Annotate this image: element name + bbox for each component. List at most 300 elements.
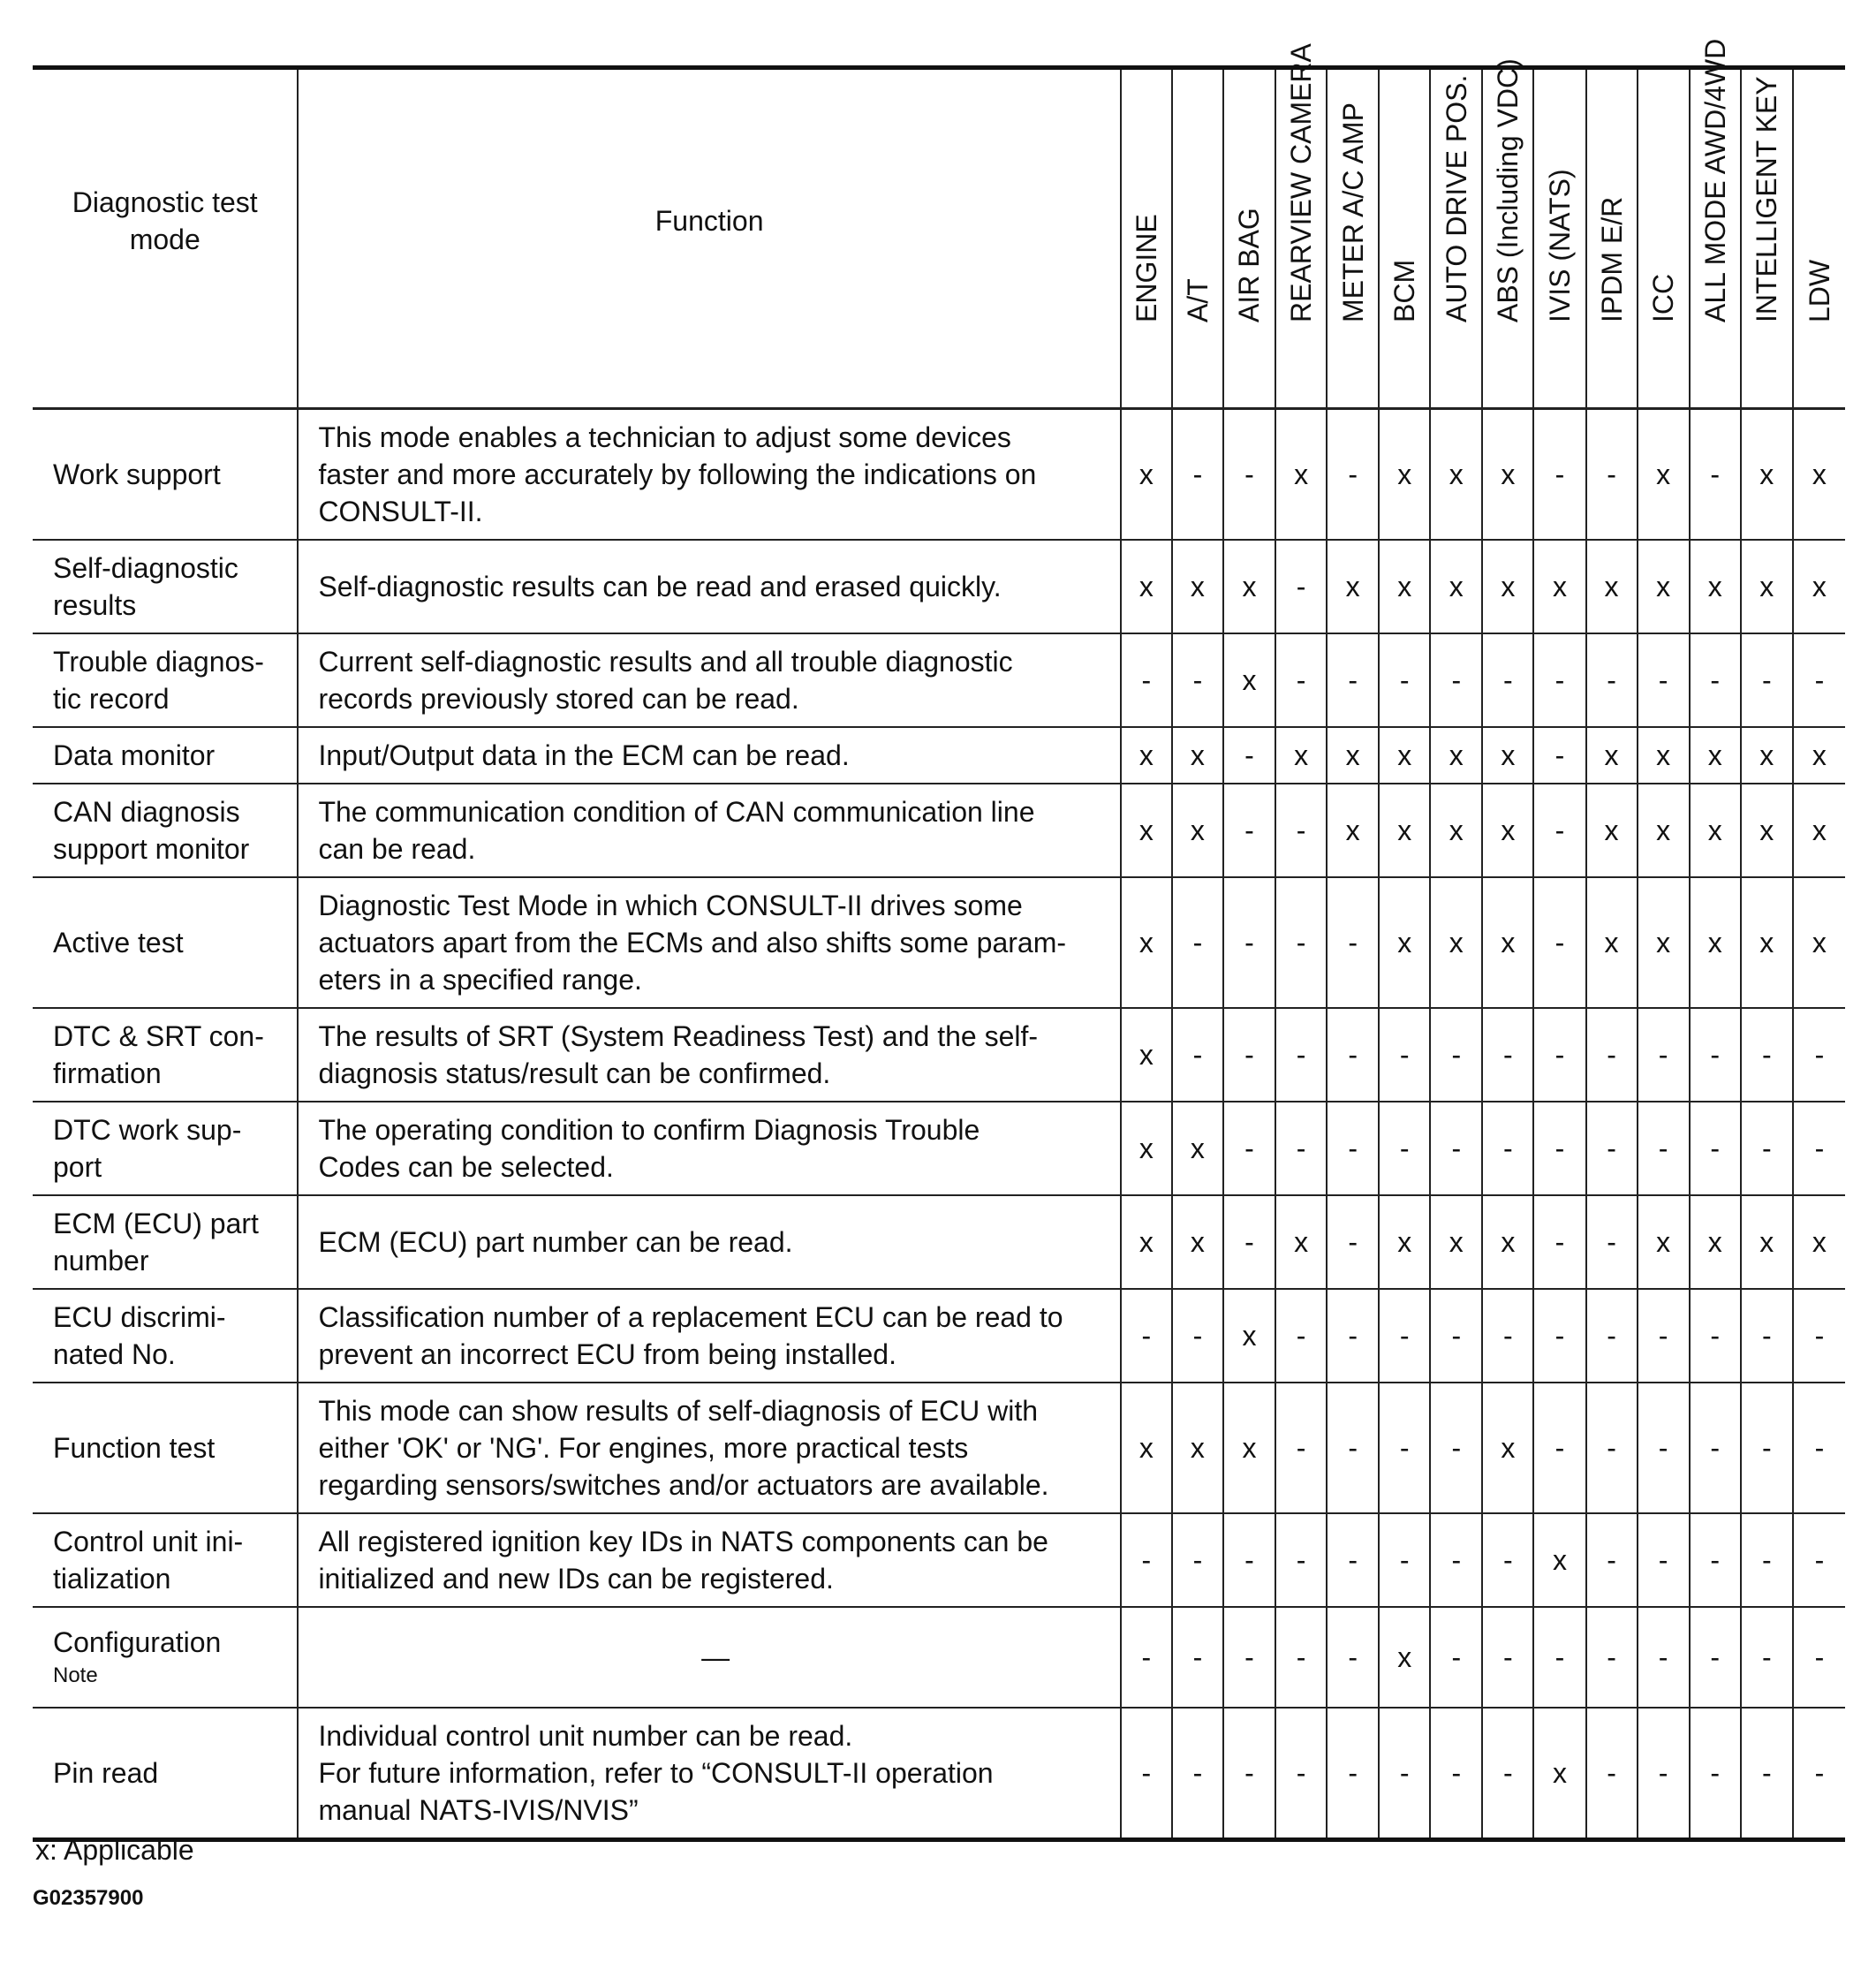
mode-note: Note [53, 1663, 98, 1687]
applicability-mark: - [1327, 633, 1379, 727]
function-cell [298, 1708, 1120, 1840]
applicability-mark: x [1533, 1708, 1585, 1840]
applicability-mark: x [1430, 877, 1482, 1008]
applicability-mark: - [1121, 1708, 1172, 1840]
mode-text: ECM (ECU) part [53, 1208, 259, 1239]
applicability-mark: - [1638, 1289, 1690, 1383]
applicability-mark: x [1638, 877, 1690, 1008]
system-label: BCM [1388, 259, 1421, 322]
mode-text: firmation [53, 1057, 162, 1089]
applicability-mark: - [1327, 1607, 1379, 1708]
applicability-mark: - [1275, 1008, 1327, 1102]
applicability-mark: - [1327, 1102, 1379, 1195]
table-row [33, 540, 1845, 633]
system-label: AIR BAG [1233, 208, 1266, 322]
applicability-mark: - [1690, 1008, 1741, 1102]
mode-cell [33, 877, 298, 1008]
applicability-mark: x [1741, 877, 1793, 1008]
function-cell [298, 1195, 1120, 1289]
applicability-mark: - [1275, 1708, 1327, 1840]
column-header-system [1223, 68, 1275, 409]
applicability-mark: x [1586, 540, 1638, 633]
mode-cell [33, 1383, 298, 1513]
applicability-mark: - [1793, 1102, 1845, 1195]
applicability-mark: x [1172, 1195, 1223, 1289]
function-text: prevent an incorrect ECU from being installed. [318, 1338, 896, 1370]
function-cell [298, 727, 1120, 784]
applicability-mark: x [1275, 727, 1327, 784]
table-row [33, 1289, 1845, 1383]
function-text: All registered ignition key IDs in NATS components can be [318, 1526, 1048, 1557]
table-row [33, 1195, 1845, 1289]
function-cell [298, 1607, 1120, 1708]
applicability-mark: - [1793, 1708, 1845, 1840]
function-text: This mode enables a technician to adjust some devices [318, 421, 1011, 453]
applicability-mark: - [1275, 877, 1327, 1008]
table-row [33, 784, 1845, 877]
applicability-mark: x [1741, 784, 1793, 877]
applicability-mark: - [1586, 1008, 1638, 1102]
applicability-mark: - [1275, 1102, 1327, 1195]
applicability-mark: - [1586, 1383, 1638, 1513]
column-header-system [1793, 68, 1845, 409]
applicability-mark: - [1327, 1513, 1379, 1607]
applicability-mark: - [1430, 1708, 1482, 1840]
applicability-mark: - [1430, 1102, 1482, 1195]
function-cell [298, 784, 1120, 877]
applicability-mark: - [1482, 1607, 1533, 1708]
applicability-mark: - [1223, 1008, 1275, 1102]
applicability-mark: x [1638, 409, 1690, 541]
applicability-mark: - [1172, 409, 1223, 541]
function-text: can be read. [318, 833, 476, 865]
column-header-system [1275, 43, 1327, 409]
applicability-mark: x [1690, 877, 1741, 1008]
applicability-mark: - [1121, 1607, 1172, 1708]
mode-text: results [53, 589, 137, 621]
mode-text: nated No. [53, 1338, 176, 1370]
applicability-mark: x [1379, 727, 1430, 784]
applicability-mark: x [1379, 409, 1430, 541]
function-text: Input/Output data in the ECM can be read. [318, 739, 850, 771]
system-label: IPDM E/R [1595, 196, 1628, 322]
diagnostic-mode-table [33, 38, 1845, 1842]
applicability-mark: x [1327, 540, 1379, 633]
legend: x: Applicable [35, 1834, 194, 1866]
applicability-mark: - [1430, 1008, 1482, 1102]
applicability-mark: - [1482, 1102, 1533, 1195]
applicability-mark: - [1533, 784, 1585, 877]
mode-text: Trouble diagnos- [53, 646, 264, 678]
function-text: Diagnostic Test Mode in which CONSULT-II drives some [318, 890, 1023, 921]
mode-cell [33, 409, 298, 541]
mode-text: Data monitor [53, 739, 216, 771]
mode-cell [33, 1008, 298, 1102]
applicability-mark: - [1741, 1383, 1793, 1513]
applicability-mark: - [1690, 633, 1741, 727]
applicability-mark: - [1379, 1102, 1430, 1195]
applicability-mark: x [1690, 540, 1741, 633]
function-cell [298, 1383, 1120, 1513]
function-text: Individual control unit number can be read. [318, 1720, 853, 1752]
system-label: A/T [1181, 278, 1214, 322]
applicability-mark: - [1172, 633, 1223, 727]
mode-text: tialization [53, 1563, 171, 1595]
applicability-mark: - [1586, 1513, 1638, 1607]
applicability-mark: x [1482, 540, 1533, 633]
applicability-mark: - [1223, 1513, 1275, 1607]
applicability-mark: x [1586, 784, 1638, 877]
function-cell [298, 877, 1120, 1008]
function-cell [298, 1008, 1120, 1102]
applicability-mark: - [1690, 1383, 1741, 1513]
applicability-mark: - [1379, 1383, 1430, 1513]
applicability-mark: - [1586, 1289, 1638, 1383]
applicability-mark: x [1172, 540, 1223, 633]
column-header-system [1586, 68, 1638, 409]
applicability-mark: - [1533, 1008, 1585, 1102]
applicability-mark: x [1223, 633, 1275, 727]
applicability-mark: x [1793, 784, 1845, 877]
applicability-mark: - [1223, 409, 1275, 541]
column-header-system [1379, 68, 1430, 409]
function-text: Current self-diagnostic results and all trouble diagnostic [318, 646, 1013, 678]
applicability-mark: - [1327, 1195, 1379, 1289]
applicability-mark: x [1690, 727, 1741, 784]
mode-cell [33, 1195, 298, 1289]
system-label: LDW [1803, 259, 1835, 322]
applicability-mark: x [1327, 727, 1379, 784]
applicability-mark: - [1172, 1289, 1223, 1383]
applicability-mark: x [1121, 1102, 1172, 1195]
function-text: either 'OK' or 'NG'. For engines, more practical tests [318, 1432, 969, 1464]
applicability-mark: x [1327, 784, 1379, 877]
system-label: ICC [1647, 273, 1680, 322]
function-cell [298, 1289, 1120, 1383]
applicability-mark: - [1223, 784, 1275, 877]
system-label: INTELLIGENT KEY [1751, 76, 1783, 322]
applicability-mark: - [1741, 1102, 1793, 1195]
mode-text: port [53, 1151, 102, 1183]
applicability-mark: - [1533, 1195, 1585, 1289]
system-label: ABS (Including VDC) [1492, 58, 1524, 322]
column-header-mode: Diagnostic test mode [33, 68, 298, 409]
applicability-mark: - [1275, 1289, 1327, 1383]
mode-text: Control unit ini- [53, 1526, 244, 1557]
mode-cell [33, 1513, 298, 1607]
applicability-mark: x [1121, 540, 1172, 633]
applicability-mark: - [1533, 633, 1585, 727]
applicability-mark: x [1482, 1195, 1533, 1289]
applicability-mark: - [1793, 1513, 1845, 1607]
applicability-mark: x [1638, 727, 1690, 784]
applicability-mark: x [1741, 409, 1793, 541]
applicability-mark: - [1275, 540, 1327, 633]
applicability-mark: x [1223, 1289, 1275, 1383]
mode-text: Configuration [53, 1626, 222, 1658]
applicability-mark: x [1121, 1383, 1172, 1513]
function-text: Codes can be selected. [318, 1151, 614, 1183]
applicability-mark: - [1638, 1513, 1690, 1607]
applicability-mark: - [1430, 633, 1482, 727]
applicability-mark: x [1379, 1607, 1430, 1708]
applicability-mark: - [1690, 1289, 1741, 1383]
applicability-mark: - [1793, 1383, 1845, 1513]
mode-cell [33, 1289, 298, 1383]
applicability-mark: - [1793, 1008, 1845, 1102]
applicability-mark: - [1430, 1607, 1482, 1708]
function-text: Self-diagnostic results can be read and erased quickly. [318, 571, 1002, 602]
applicability-mark: x [1533, 540, 1585, 633]
applicability-mark: x [1121, 877, 1172, 1008]
applicability-mark: - [1533, 1383, 1585, 1513]
function-text: eters in a specified range. [318, 964, 642, 996]
applicability-mark: - [1275, 1607, 1327, 1708]
function-text: regarding sensors/switches and/or actuators are available. [318, 1469, 1049, 1501]
applicability-mark: - [1275, 1383, 1327, 1513]
applicability-mark: x [1430, 409, 1482, 541]
applicability-mark: - [1172, 1607, 1223, 1708]
system-label: ALL MODE AWD/4WD [1698, 38, 1731, 322]
applicability-mark: - [1379, 633, 1430, 727]
applicability-mark: - [1586, 633, 1638, 727]
applicability-mark: - [1172, 1008, 1223, 1102]
applicability-mark: x [1121, 1008, 1172, 1102]
mode-cell [33, 784, 298, 877]
mode-text: Pin read [53, 1757, 159, 1789]
applicability-mark: - [1327, 1708, 1379, 1840]
function-text: diagnosis status/result can be confirmed. [318, 1057, 831, 1089]
column-header-system [1638, 68, 1690, 409]
column-header-system [1741, 68, 1793, 409]
applicability-mark: - [1121, 1513, 1172, 1607]
applicability-mark: - [1533, 877, 1585, 1008]
column-header-system [1690, 38, 1741, 409]
applicability-mark: x [1275, 409, 1327, 541]
mode-text: tic record [53, 683, 170, 715]
applicability-mark: - [1223, 1195, 1275, 1289]
function-text: This mode can show results of self-diagnosis of ECU with [318, 1395, 1038, 1427]
mode-cell [33, 1102, 298, 1195]
applicability-mark: x [1172, 1383, 1223, 1513]
applicability-mark: - [1482, 1289, 1533, 1383]
applicability-mark: x [1379, 877, 1430, 1008]
applicability-mark: - [1533, 1102, 1585, 1195]
applicability-mark: x [1430, 784, 1482, 877]
column-header-system [1533, 68, 1585, 409]
applicability-mark: - [1121, 1289, 1172, 1383]
applicability-mark: - [1638, 1708, 1690, 1840]
applicability-mark: x [1275, 1195, 1327, 1289]
system-label: ENGINE [1130, 214, 1162, 322]
mode-cell [33, 540, 298, 633]
function-text: Classification number of a replacement ECU can be read to [318, 1301, 1063, 1333]
table-row [33, 1102, 1845, 1195]
applicability-mark: x [1793, 409, 1845, 541]
applicability-mark: - [1741, 1708, 1793, 1840]
applicability-mark: - [1379, 1289, 1430, 1383]
mode-cell [33, 727, 298, 784]
applicability-mark: x [1172, 1102, 1223, 1195]
applicability-mark: - [1793, 633, 1845, 727]
applicability-mark: - [1638, 1607, 1690, 1708]
function-text: initialized and new IDs can be registered. [318, 1563, 834, 1595]
applicability-mark: x [1121, 784, 1172, 877]
table-row [33, 1708, 1845, 1840]
applicability-mark: - [1223, 1708, 1275, 1840]
mode-text: DTC work sup- [53, 1114, 242, 1146]
system-label: IVIS (NATS) [1543, 169, 1576, 322]
applicability-mark: - [1482, 1708, 1533, 1840]
mode-cell [33, 1607, 298, 1708]
applicability-mark: - [1482, 1513, 1533, 1607]
column-header-function: Function [298, 68, 1120, 409]
applicability-mark: x [1379, 784, 1430, 877]
applicability-mark: - [1638, 1008, 1690, 1102]
applicability-mark: - [1741, 1008, 1793, 1102]
applicability-mark: - [1379, 1513, 1430, 1607]
column-header-system [1482, 58, 1533, 409]
applicability-mark: - [1690, 1102, 1741, 1195]
applicability-mark: x [1430, 727, 1482, 784]
function-cell [298, 1513, 1120, 1607]
applicability-mark: - [1586, 1607, 1638, 1708]
applicability-mark: x [1690, 784, 1741, 877]
table-row [33, 409, 1845, 541]
applicability-mark: x [1482, 877, 1533, 1008]
applicability-mark: x [1586, 877, 1638, 1008]
system-label: REARVIEW CAMERA [1285, 43, 1318, 322]
applicability-mark: x [1793, 877, 1845, 1008]
applicability-mark: - [1172, 1708, 1223, 1840]
applicability-mark: - [1327, 1008, 1379, 1102]
mode-text: Work support [53, 458, 221, 490]
column-header-system [1430, 68, 1482, 409]
applicability-mark: - [1327, 409, 1379, 541]
applicability-mark: x [1638, 540, 1690, 633]
mode-text: Self-diagnostic [53, 552, 238, 584]
table-row [33, 877, 1845, 1008]
applicability-mark: x [1223, 1383, 1275, 1513]
applicability-mark: - [1690, 1607, 1741, 1708]
mode-text: number [53, 1245, 149, 1277]
applicability-mark: x [1223, 540, 1275, 633]
applicability-mark: x [1379, 540, 1430, 633]
mode-cell [33, 1708, 298, 1840]
applicability-mark: x [1586, 727, 1638, 784]
function-text: The results of SRT (System Readiness Test) and the self- [318, 1020, 1039, 1052]
applicability-mark: - [1172, 877, 1223, 1008]
function-text: actuators apart from the ECMs and also shifts some param- [318, 927, 1066, 958]
system-label: AUTO DRIVE POS. [1440, 74, 1472, 322]
applicability-mark: - [1379, 1008, 1430, 1102]
applicability-mark: - [1482, 633, 1533, 727]
applicability-mark: x [1172, 784, 1223, 877]
applicability-mark: x [1638, 1195, 1690, 1289]
applicability-mark: - [1533, 1607, 1585, 1708]
applicability-mark: x [1482, 1383, 1533, 1513]
system-label: METER A/C AMP [1336, 102, 1369, 322]
applicability-mark: x [1690, 1195, 1741, 1289]
applicability-mark: - [1741, 633, 1793, 727]
applicability-mark: - [1327, 877, 1379, 1008]
applicability-mark: x [1741, 540, 1793, 633]
figure-code: G02357900 [33, 1886, 144, 1910]
applicability-mark: x [1741, 727, 1793, 784]
applicability-mark: - [1275, 1513, 1327, 1607]
applicability-mark: - [1223, 1102, 1275, 1195]
applicability-mark: x [1482, 727, 1533, 784]
column-header-system [1121, 68, 1172, 409]
column-header-system [1172, 68, 1223, 409]
table-row [33, 727, 1845, 784]
applicability-mark: - [1172, 1513, 1223, 1607]
applicability-mark: - [1327, 1383, 1379, 1513]
function-cell [298, 540, 1120, 633]
table-row [33, 1513, 1845, 1607]
table-body [33, 409, 1845, 1840]
applicability-mark: - [1223, 1607, 1275, 1708]
applicability-mark: - [1690, 1513, 1741, 1607]
applicability-mark: - [1586, 1195, 1638, 1289]
applicability-mark: - [1586, 409, 1638, 541]
applicability-mark: - [1430, 1513, 1482, 1607]
applicability-mark: - [1741, 1289, 1793, 1383]
applicability-mark: - [1638, 633, 1690, 727]
applicability-mark: - [1275, 633, 1327, 727]
applicability-mark: - [1223, 877, 1275, 1008]
applicability-mark: - [1793, 1607, 1845, 1708]
applicability-mark: x [1638, 784, 1690, 877]
function-cell [298, 633, 1120, 727]
mode-cell [33, 633, 298, 727]
function-text: For future information, refer to “CONSULT-II operation [318, 1757, 994, 1789]
function-text: records previously stored can be read. [318, 683, 799, 715]
function-cell [298, 1102, 1120, 1195]
applicability-mark: - [1533, 727, 1585, 784]
table-header-row [33, 68, 1845, 409]
applicability-mark: - [1690, 1708, 1741, 1840]
applicability-mark: - [1482, 1008, 1533, 1102]
applicability-mark: - [1741, 1607, 1793, 1708]
applicability-mark: x [1793, 540, 1845, 633]
applicability-mark: - [1638, 1102, 1690, 1195]
applicability-mark: - [1379, 1708, 1430, 1840]
applicability-mark: x [1482, 409, 1533, 541]
applicability-mark: - [1430, 1289, 1482, 1383]
applicability-mark: - [1586, 1102, 1638, 1195]
function-text: CONSULT-II. [318, 496, 483, 527]
applicability-mark: x [1793, 1195, 1845, 1289]
mode-text: ECU discrimi- [53, 1301, 226, 1333]
table-row [33, 1383, 1845, 1513]
applicability-mark: - [1533, 409, 1585, 541]
applicability-mark: x [1121, 727, 1172, 784]
table-row [33, 1008, 1845, 1102]
applicability-mark: - [1430, 1383, 1482, 1513]
applicability-mark: - [1586, 1708, 1638, 1840]
function-text: manual NATS-IVIS/NVIS” [318, 1794, 639, 1826]
function-text: The communication condition of CAN communication line [318, 796, 1035, 828]
applicability-mark: - [1793, 1289, 1845, 1383]
applicability-mark: x [1482, 784, 1533, 877]
mode-text: DTC & SRT con- [53, 1020, 264, 1052]
applicability-mark: x [1741, 1195, 1793, 1289]
applicability-mark: x [1379, 1195, 1430, 1289]
function-text: ECM (ECU) part number can be read. [318, 1226, 793, 1258]
function-text: The operating condition to confirm Diagnosis Trouble [318, 1114, 980, 1146]
applicability-mark: - [1327, 1289, 1379, 1383]
